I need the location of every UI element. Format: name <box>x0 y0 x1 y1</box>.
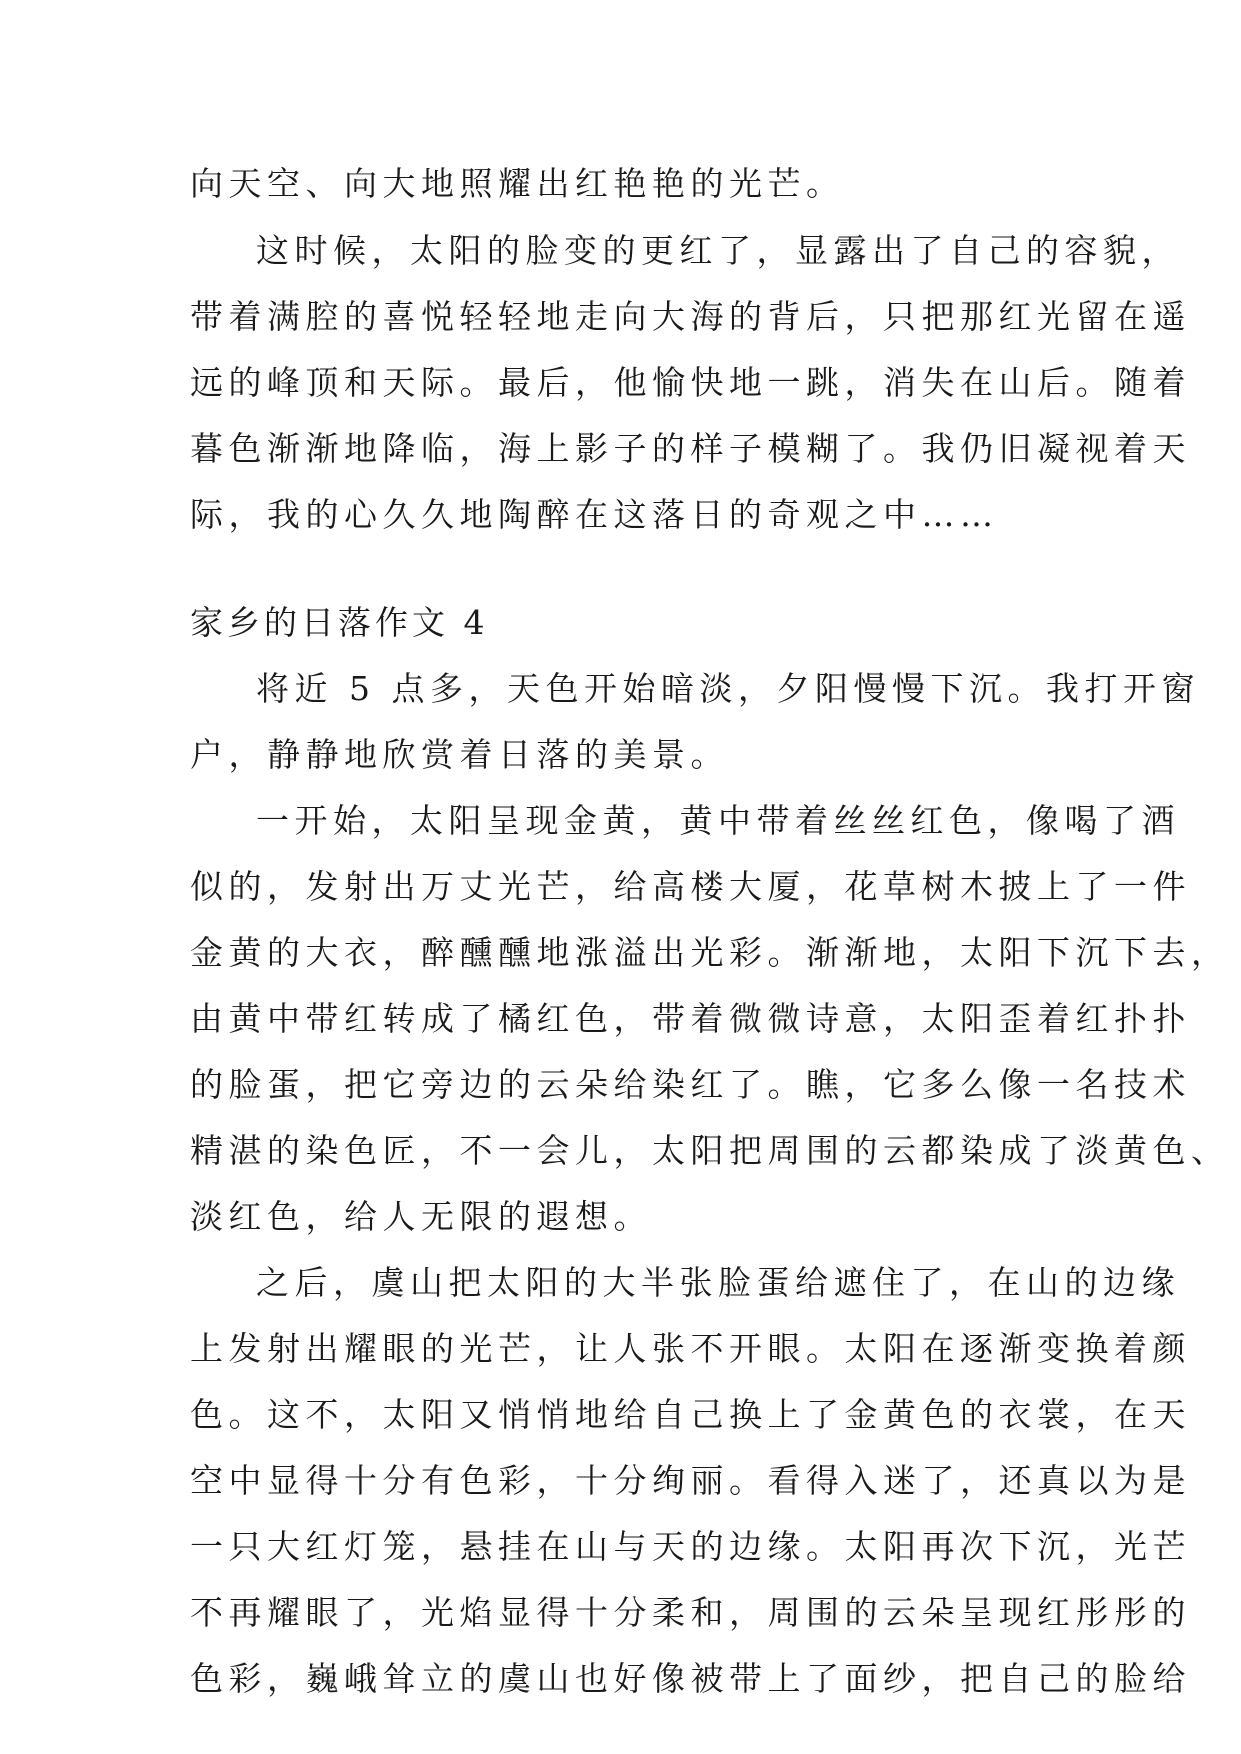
paragraph-start-line: 将近 5 点多，天色开始暗淡，夕阳慢慢下沉。我打开窗 <box>256 669 1200 708</box>
text-line: 精湛的染色匠，不一会儿，太阳把周围的云都染成了淡黄色、 <box>190 1131 1230 1170</box>
text-line: 色彩，巍峨耸立的虞山也好像被带上了面纱，把自己的脸给 <box>190 1659 1191 1698</box>
text-line: 一只大红灯笼，悬挂在山与天的边缘。太阳再次下沉，光芒 <box>190 1527 1191 1566</box>
paragraph-start-line: 一开始，太阳呈现金黄，黄中带着丝丝红色，像喝了酒 <box>256 801 1180 840</box>
text-line: 淡红色，给人无限的遐想。 <box>190 1197 652 1236</box>
text-line: 似的，发射出万丈光芒，给高楼大厦，花草树木披上了一件 <box>190 867 1191 906</box>
text-line: 的脸蛋，把它旁边的云朵给染红了。瞧，它多么像一名技术 <box>190 1065 1191 1104</box>
text-line: 暮色渐渐地降临，海上影子的样子模糊了。我仍旧凝视着天 <box>190 429 1191 468</box>
text-line: 带着满腔的喜悦轻轻地走向大海的背后，只把那红光留在遥 <box>190 297 1191 336</box>
text-line: 户，静静地欣赏着日落的美景。 <box>190 735 729 774</box>
text-line: 由黄中带红转成了橘红色，带着微微诗意，太阳歪着红扑扑 <box>190 999 1191 1038</box>
text-line: 金黄的大衣，醉醺醺地涨溢出光彩。渐渐地，太阳下沉下去， <box>190 933 1230 972</box>
text-line: 远的峰顶和天际。最后，他愉快地一跳，消失在山后。随着 <box>190 363 1191 402</box>
paragraph-start-line: 之后，虞山把太阳的大半张脸蛋给遮住了，在山的边缘 <box>256 1263 1180 1302</box>
text-line: 色。这不，太阳又悄悄地给自己换上了金黄色的衣裳，在天 <box>190 1395 1191 1434</box>
text-line: 向天空、向大地照耀出红艳艳的光芒。 <box>190 164 845 203</box>
section-heading: 家乡的日落作文 4 <box>190 603 489 642</box>
text-line: 上发射出耀眼的光芒，让人张不开眼。太阳在逐渐变换着颜 <box>190 1329 1191 1368</box>
paragraph-start-line: 这时候，太阳的脸变的更红了，显露出了自己的容貌， <box>256 231 1180 270</box>
text-line: 空中显得十分有色彩，十分绚丽。看得入迷了，还真以为是 <box>190 1461 1191 1500</box>
text-line: 不再耀眼了，光焰显得十分柔和，周围的云朵呈现红彤彤的 <box>190 1593 1191 1632</box>
text-line: 际，我的心久久地陶醉在这落日的奇观之中…… <box>190 495 999 534</box>
